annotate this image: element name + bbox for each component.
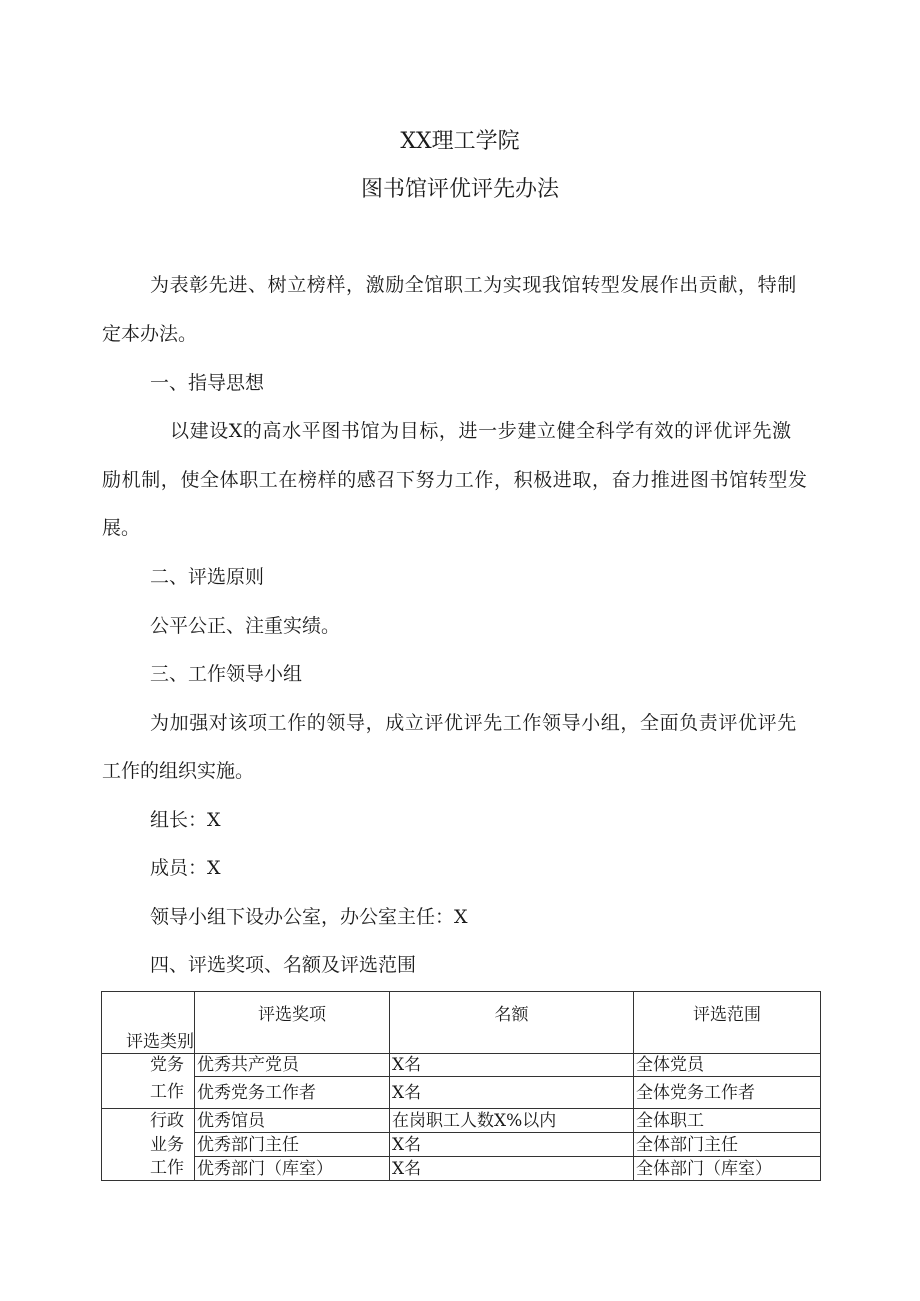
header-scope: 评选范围 [634,992,821,1054]
section3-paragraph-line1: 为加强对该项工作的领导，成立评优评先工作领导小组，全面负责评优评先 [150,712,797,734]
section1-paragraph-line2: 励机制，使全体职工在榜样的感召下努力工作，积极进取，奋力推进图书馆转型发 [102,469,808,491]
section1-paragraph-line1: 以建设X的高水平图书馆为目标，进一步建立健全科学有效的评优评先激 [170,420,792,442]
award-cell: 优秀党务工作者 [195,1077,390,1109]
category-admin-line3: 工作 [102,1157,195,1181]
scope-cell: 全体党员 [634,1054,821,1077]
header-quota: 名额 [390,992,634,1054]
table-row [102,1157,821,1181]
section2-body: 公平公正、注重实绩。 [150,615,341,637]
scope-cell: 全体部门（库室） [634,1157,821,1181]
table-row [102,1054,821,1077]
table-header-row [102,992,821,1054]
header-category: 评选类别 [102,992,195,1054]
award-cell: 优秀部门（库室） [195,1157,390,1181]
table-row [102,1133,821,1157]
quota-cell: X名 [390,1077,634,1109]
scope-cell: 全体部门主任 [634,1133,821,1157]
award-cell: 优秀共产党员 [195,1054,390,1077]
section3-office: 领导小组下设办公室，办公室主任：X [150,906,468,928]
quota-cell: X名 [390,1157,634,1181]
section3-leader: 组长：X [150,809,221,831]
section3-members: 成员：X [150,857,221,879]
award-cell: 优秀部门主任 [195,1133,390,1157]
section1-heading: 一、指导思想 [150,372,265,394]
award-table [101,991,821,1181]
scope-cell: 全体职工 [634,1109,821,1133]
section3-heading: 三、工作领导小组 [150,663,303,685]
section2-heading: 二、评选原则 [150,566,265,588]
section4-heading: 四、评选奖项、名额及评选范围 [150,954,417,976]
quota-cell: X名 [390,1133,634,1157]
intro-paragraph-line2: 定本办法。 [102,323,198,345]
section3-paragraph-line2: 工作的组织实施。 [102,760,255,782]
scope-cell: 全体党务工作者 [634,1077,821,1109]
header-award: 评选奖项 [195,992,390,1054]
category-party-line2: 工作 [102,1077,195,1109]
intro-paragraph-line1: 为表彰先进、树立榜样，激励全馆职工为实现我馆转型发展作出贡献，特制 [150,274,797,296]
table-row [102,1077,821,1109]
award-cell: 优秀馆员 [195,1109,390,1133]
quota-cell: X名 [390,1054,634,1077]
category-admin-line1: 行政 [102,1109,195,1133]
document-title-school: XX理工学院 [400,129,520,154]
category-admin-line2: 业务 [102,1133,195,1157]
category-party-line1: 党务 [102,1054,195,1077]
quota-cell: 在岗职工人数X%以内 [390,1109,634,1133]
table-row [102,1109,821,1133]
section1-paragraph-line3: 展。 [102,517,141,539]
document-title: 图书馆评优评先办法 [360,177,559,202]
